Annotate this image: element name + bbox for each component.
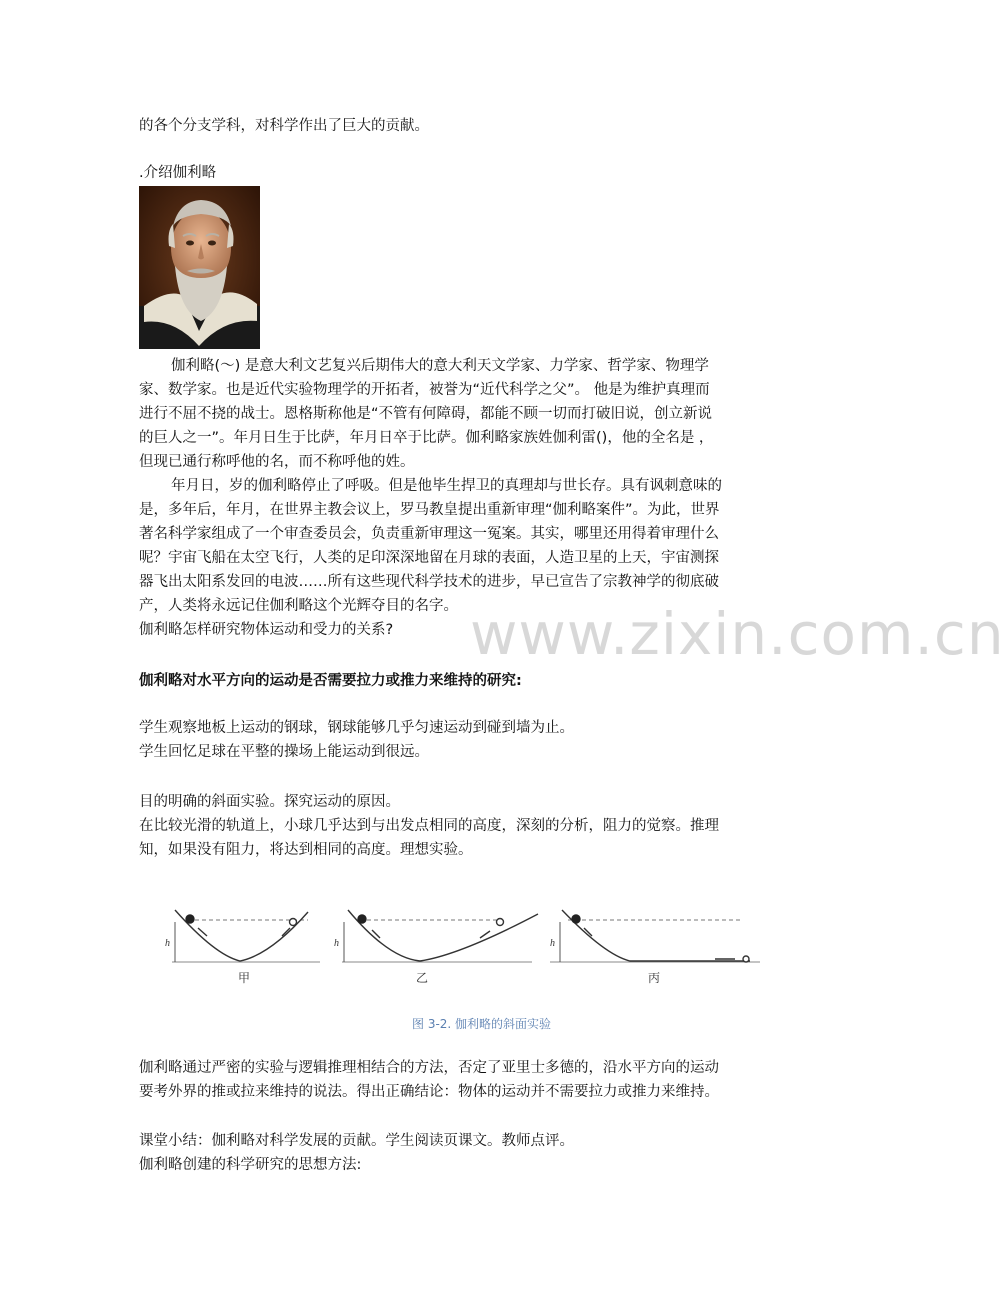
incline-experiment-figure bbox=[160, 900, 780, 1040]
text-line: 目的明确的斜面实验。探究运动的原因。 bbox=[139, 794, 400, 810]
text-line: 课堂小结：伽利略对科学发展的贡献。学生阅读页课文。教师点评。 bbox=[139, 1133, 574, 1149]
panel-bing bbox=[550, 910, 760, 962]
text-line: 年月日，岁的伽利略停止了呼吸。但是他毕生捍卫的真理却与世长存。具有讽刺意味的 bbox=[171, 478, 722, 494]
h-label: h bbox=[334, 938, 339, 949]
text-line: 学生观察地板上运动的钢球，钢球能够几乎匀速运动到碰到墙为止。 bbox=[139, 720, 574, 736]
text-line: 伽利略(～) 是意大利文艺复兴后期伟大的意大利天文学家、力学家、哲学家、物理学 bbox=[171, 358, 709, 374]
galileo-portrait bbox=[139, 186, 260, 349]
section-heading: .介绍伽利略 bbox=[139, 165, 217, 181]
text-line: 伽利略通过严密的实验与逻辑推理相结合的方法，否定了亚里士多德的，沿水平方向的运动 bbox=[139, 1060, 719, 1076]
panel-yi bbox=[342, 910, 538, 962]
text-line: 伽利略创建的科学研究的思想方法: bbox=[139, 1157, 362, 1173]
text-line: 学生回忆足球在平整的操场上能运动到很远。 bbox=[139, 744, 429, 760]
text-line: 产，人类将永远记住伽利略这个光辉夺目的名字。 bbox=[139, 598, 458, 614]
panel-jia bbox=[172, 910, 320, 962]
panel-label-bing: 丙 bbox=[648, 971, 661, 985]
text-line: 著名科学家组成了一个审查委员会，负责重新审理这一冤案。其实，哪里还用得着审理什么 bbox=[139, 526, 719, 542]
text-line: 但现已通行称呼他的名，而不称呼他的姓。 bbox=[139, 454, 415, 470]
text-line: 要考外界的推或拉来维持的说法。得出正确结论：物体的运动并不需要拉力或推力来维持。 bbox=[139, 1084, 719, 1100]
bold-heading: 伽利略对水平方向的运动是否需要拉力或推力来维持的研究: bbox=[139, 673, 522, 689]
h-label: h bbox=[165, 938, 170, 949]
panel-label-jia: 甲 bbox=[238, 971, 251, 985]
text-line: 的巨人之一”。年月日生于比萨，年月日卒于比萨。伽利略家族姓伽利雷()，他的全名是 ， bbox=[139, 430, 714, 446]
text-line: 伽利略怎样研究物体运动和受力的关系? bbox=[139, 622, 394, 638]
panel-label-yi: 乙 bbox=[416, 971, 429, 985]
text-line: 的各个分支学科，对科学作出了巨大的贡献。 bbox=[139, 118, 429, 134]
text-line: 呢？宇宙飞船在太空飞行，人类的足印深深地留在月球的表面，人造卫星的上天，宇宙测探 bbox=[139, 550, 719, 566]
text-line: 器飞出太阳系发回的电波……所有这些现代科学技术的进步，早已宣告了宗教神学的彻底破 bbox=[139, 574, 719, 590]
watermark: www.zixin.com.cn bbox=[470, 600, 1005, 668]
text-line: 是，多年后，年月，在世界主教会议上，罗马教皇提出重新审理“伽利略案件”。为此，世界 bbox=[139, 502, 720, 518]
text-line: 进行不屈不挠的战士。恩格斯称他是“不管有何障碍，都能不顾一切而打破旧说，创立新说 bbox=[139, 406, 713, 422]
figure-caption: 图 3-2. 伽利略的斜面实验 bbox=[412, 1017, 552, 1031]
h-label: h bbox=[550, 938, 555, 949]
text-line: 在比较光滑的轨道上，小球几乎达到与出发点相同的高度，深刻的分析，阻力的觉察。推理 bbox=[139, 818, 719, 834]
text-line: 知，如果没有阻力，将达到相同的高度。理想实验。 bbox=[139, 842, 473, 858]
text-line: 家、数学家。也是近代实验物理学的开拓者，被誉为“近代科学之父”。 他是为维护真理而 bbox=[139, 382, 710, 398]
